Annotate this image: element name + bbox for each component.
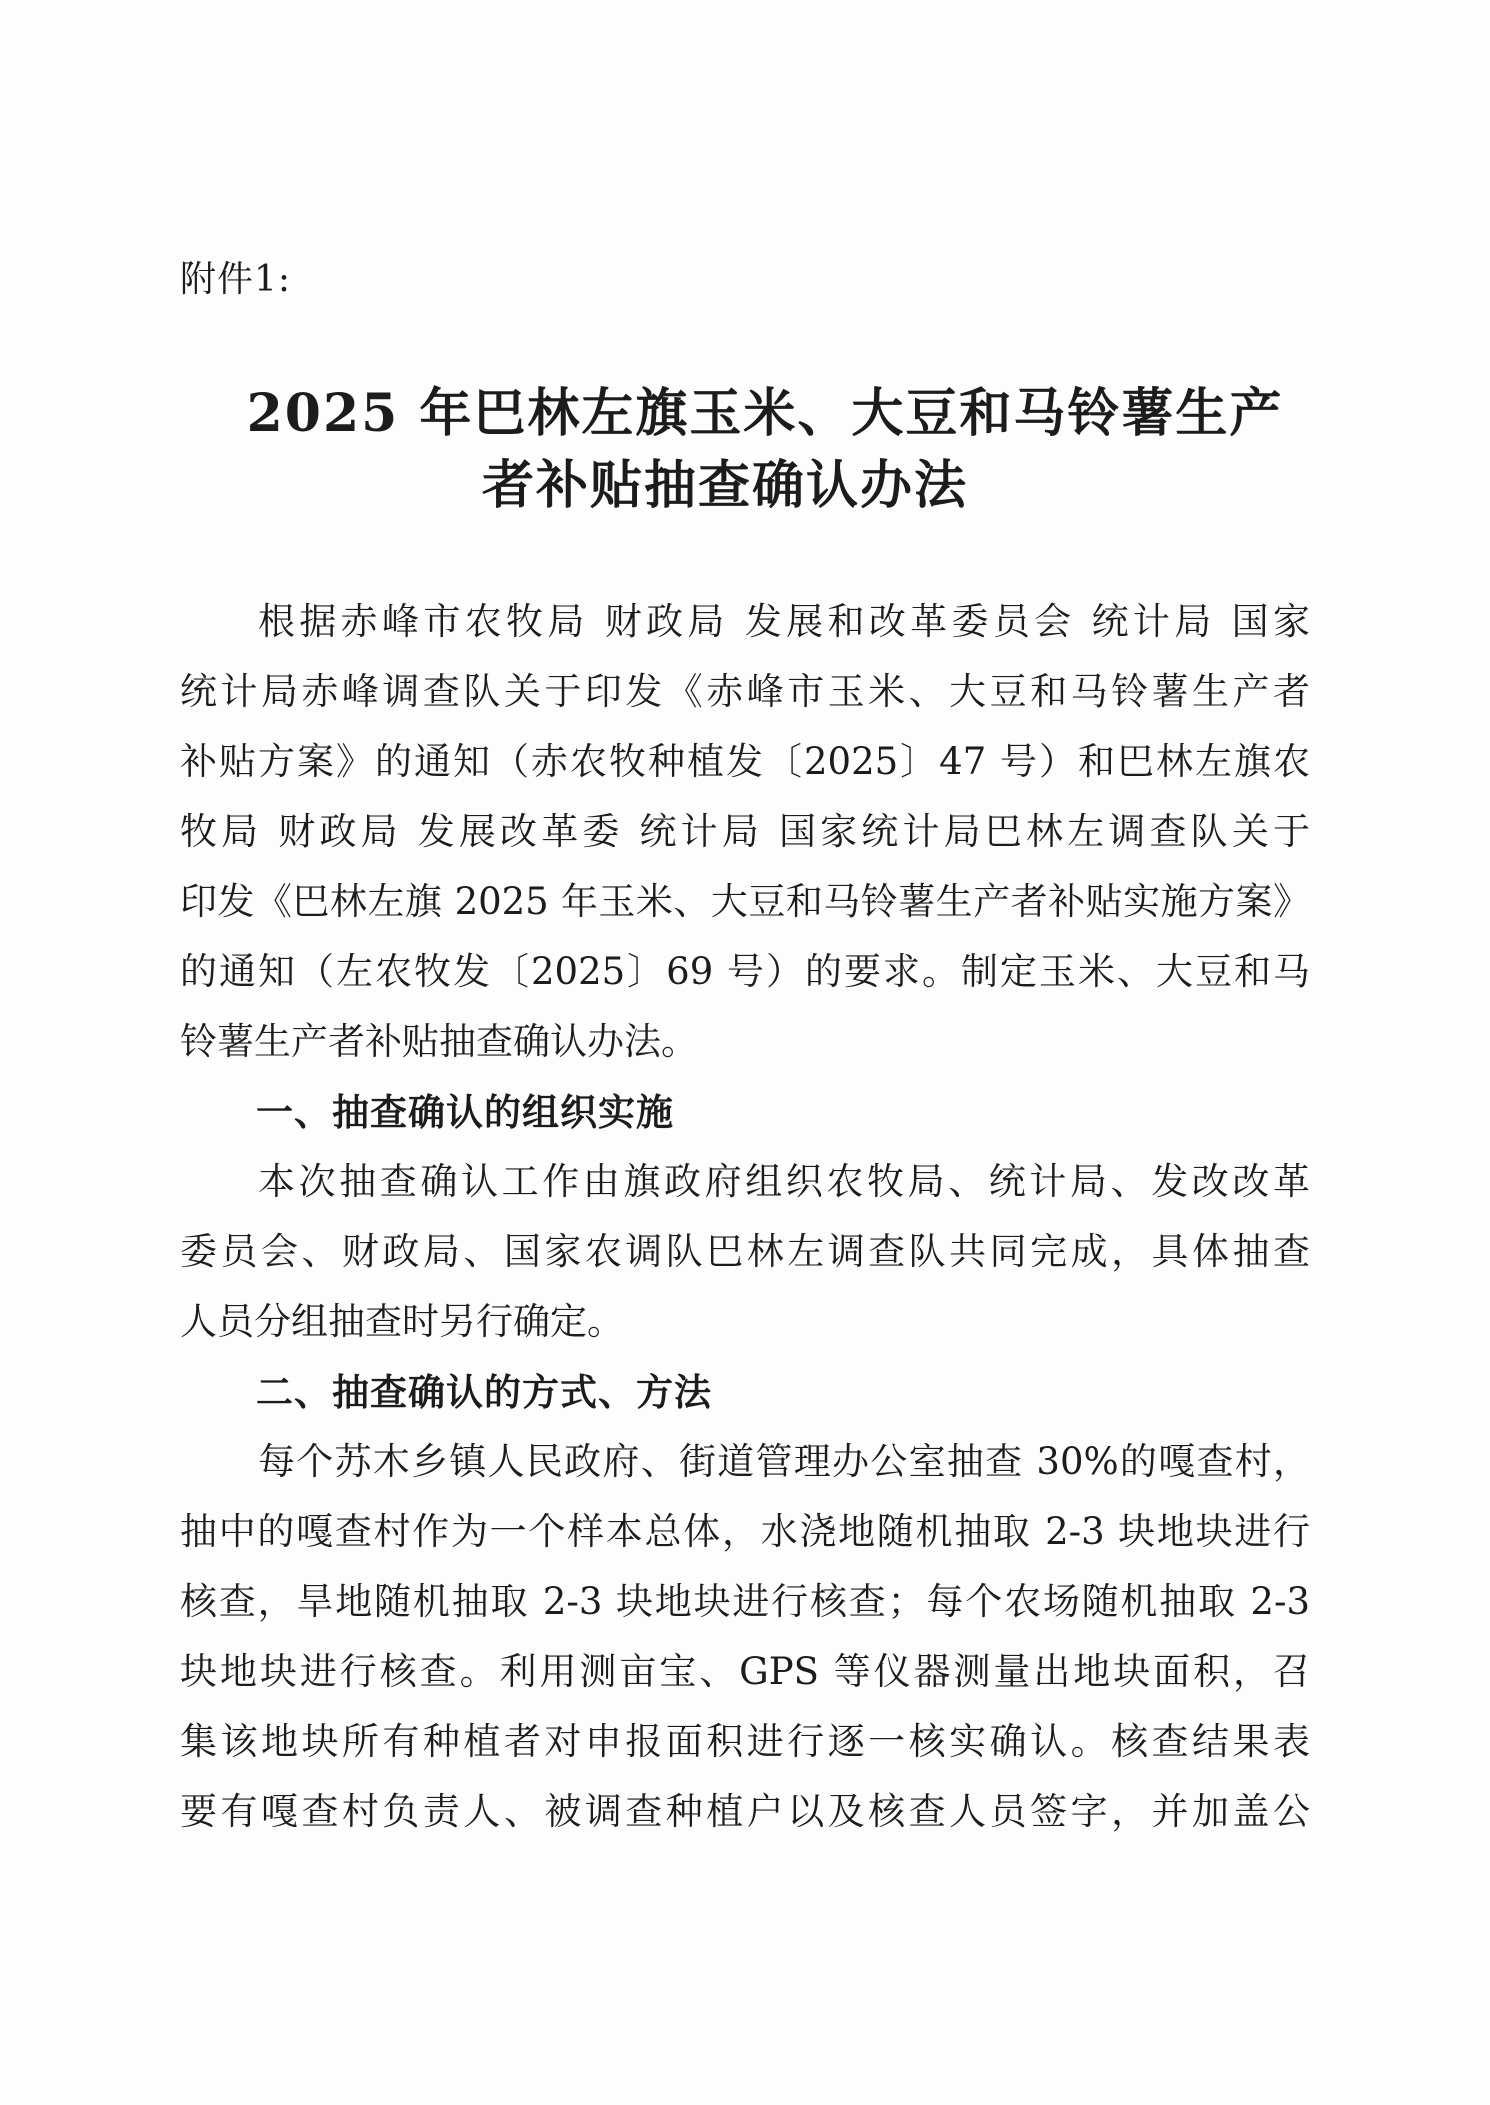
section-1-line: 人员分组抽查时另行确定。 <box>180 1300 624 1343</box>
document-title-line-1: 2025 年巴林左旗玉米、大豆和马铃薯生产 <box>246 383 1284 444</box>
section-1-line: 委员会、财政局、国家农调队巴林左调查队共同完成，具体抽查 <box>180 1230 1310 1273</box>
intro-line: 铃薯生产者补贴抽查确认办法。 <box>180 1020 698 1063</box>
section-2-heading: 二、抽查确认的方式、方法 <box>256 1370 712 1414</box>
section-2-line: 每个苏木乡镇人民政府、街道管理办公室抽查 30%的嘎查村， <box>258 1440 1310 1483</box>
section-2-line: 集该地块所有种植者对申报面积进行逐一核实确认。核查结果表 <box>180 1720 1310 1763</box>
attachment-label: 附件1: <box>180 259 292 300</box>
intro-line: 补贴方案》的通知（赤农牧种植发〔2025〕47 号）和巴林左旗农 <box>180 740 1310 783</box>
section-2-line: 块地块进行核查。利用测亩宝、GPS 等仪器测量出地块面积，召 <box>180 1650 1310 1693</box>
intro-line: 印发《巴林左旗 2025 年玉米、大豆和马铃薯生产者补贴实施方案》 <box>180 880 1310 923</box>
section-2-line: 抽中的嘎查村作为一个样本总体，水浇地随机抽取 2-3 块地块进行 <box>180 1510 1310 1553</box>
intro-line: 牧局 财政局 发展改革委 统计局 国家统计局巴林左调查队关于 <box>180 810 1310 853</box>
section-2-line: 核查，旱地随机抽取 2-3 块地块进行核查；每个农场随机抽取 2-3 <box>180 1580 1310 1623</box>
section-1-heading: 一、抽查确认的组织实施 <box>256 1090 674 1134</box>
document-title-line-2: 者补贴抽查确认办法 <box>481 455 968 516</box>
section-1-line: 本次抽查确认工作由旗政府组织农牧局、统计局、发改改革 <box>258 1160 1310 1203</box>
section-2-line: 要有嘎查村负责人、被调查种植户以及核查人员签字，并加盖公 <box>180 1790 1310 1833</box>
intro-line: 根据赤峰市农牧局 财政局 发展和改革委员会 统计局 国家 <box>258 600 1310 643</box>
intro-line: 统计局赤峰调查队关于印发《赤峰市玉米、大豆和马铃薯生产者 <box>180 670 1310 713</box>
intro-line: 的通知（左农牧发〔2025〕69 号）的要求。制定玉米、大豆和马 <box>180 950 1310 993</box>
